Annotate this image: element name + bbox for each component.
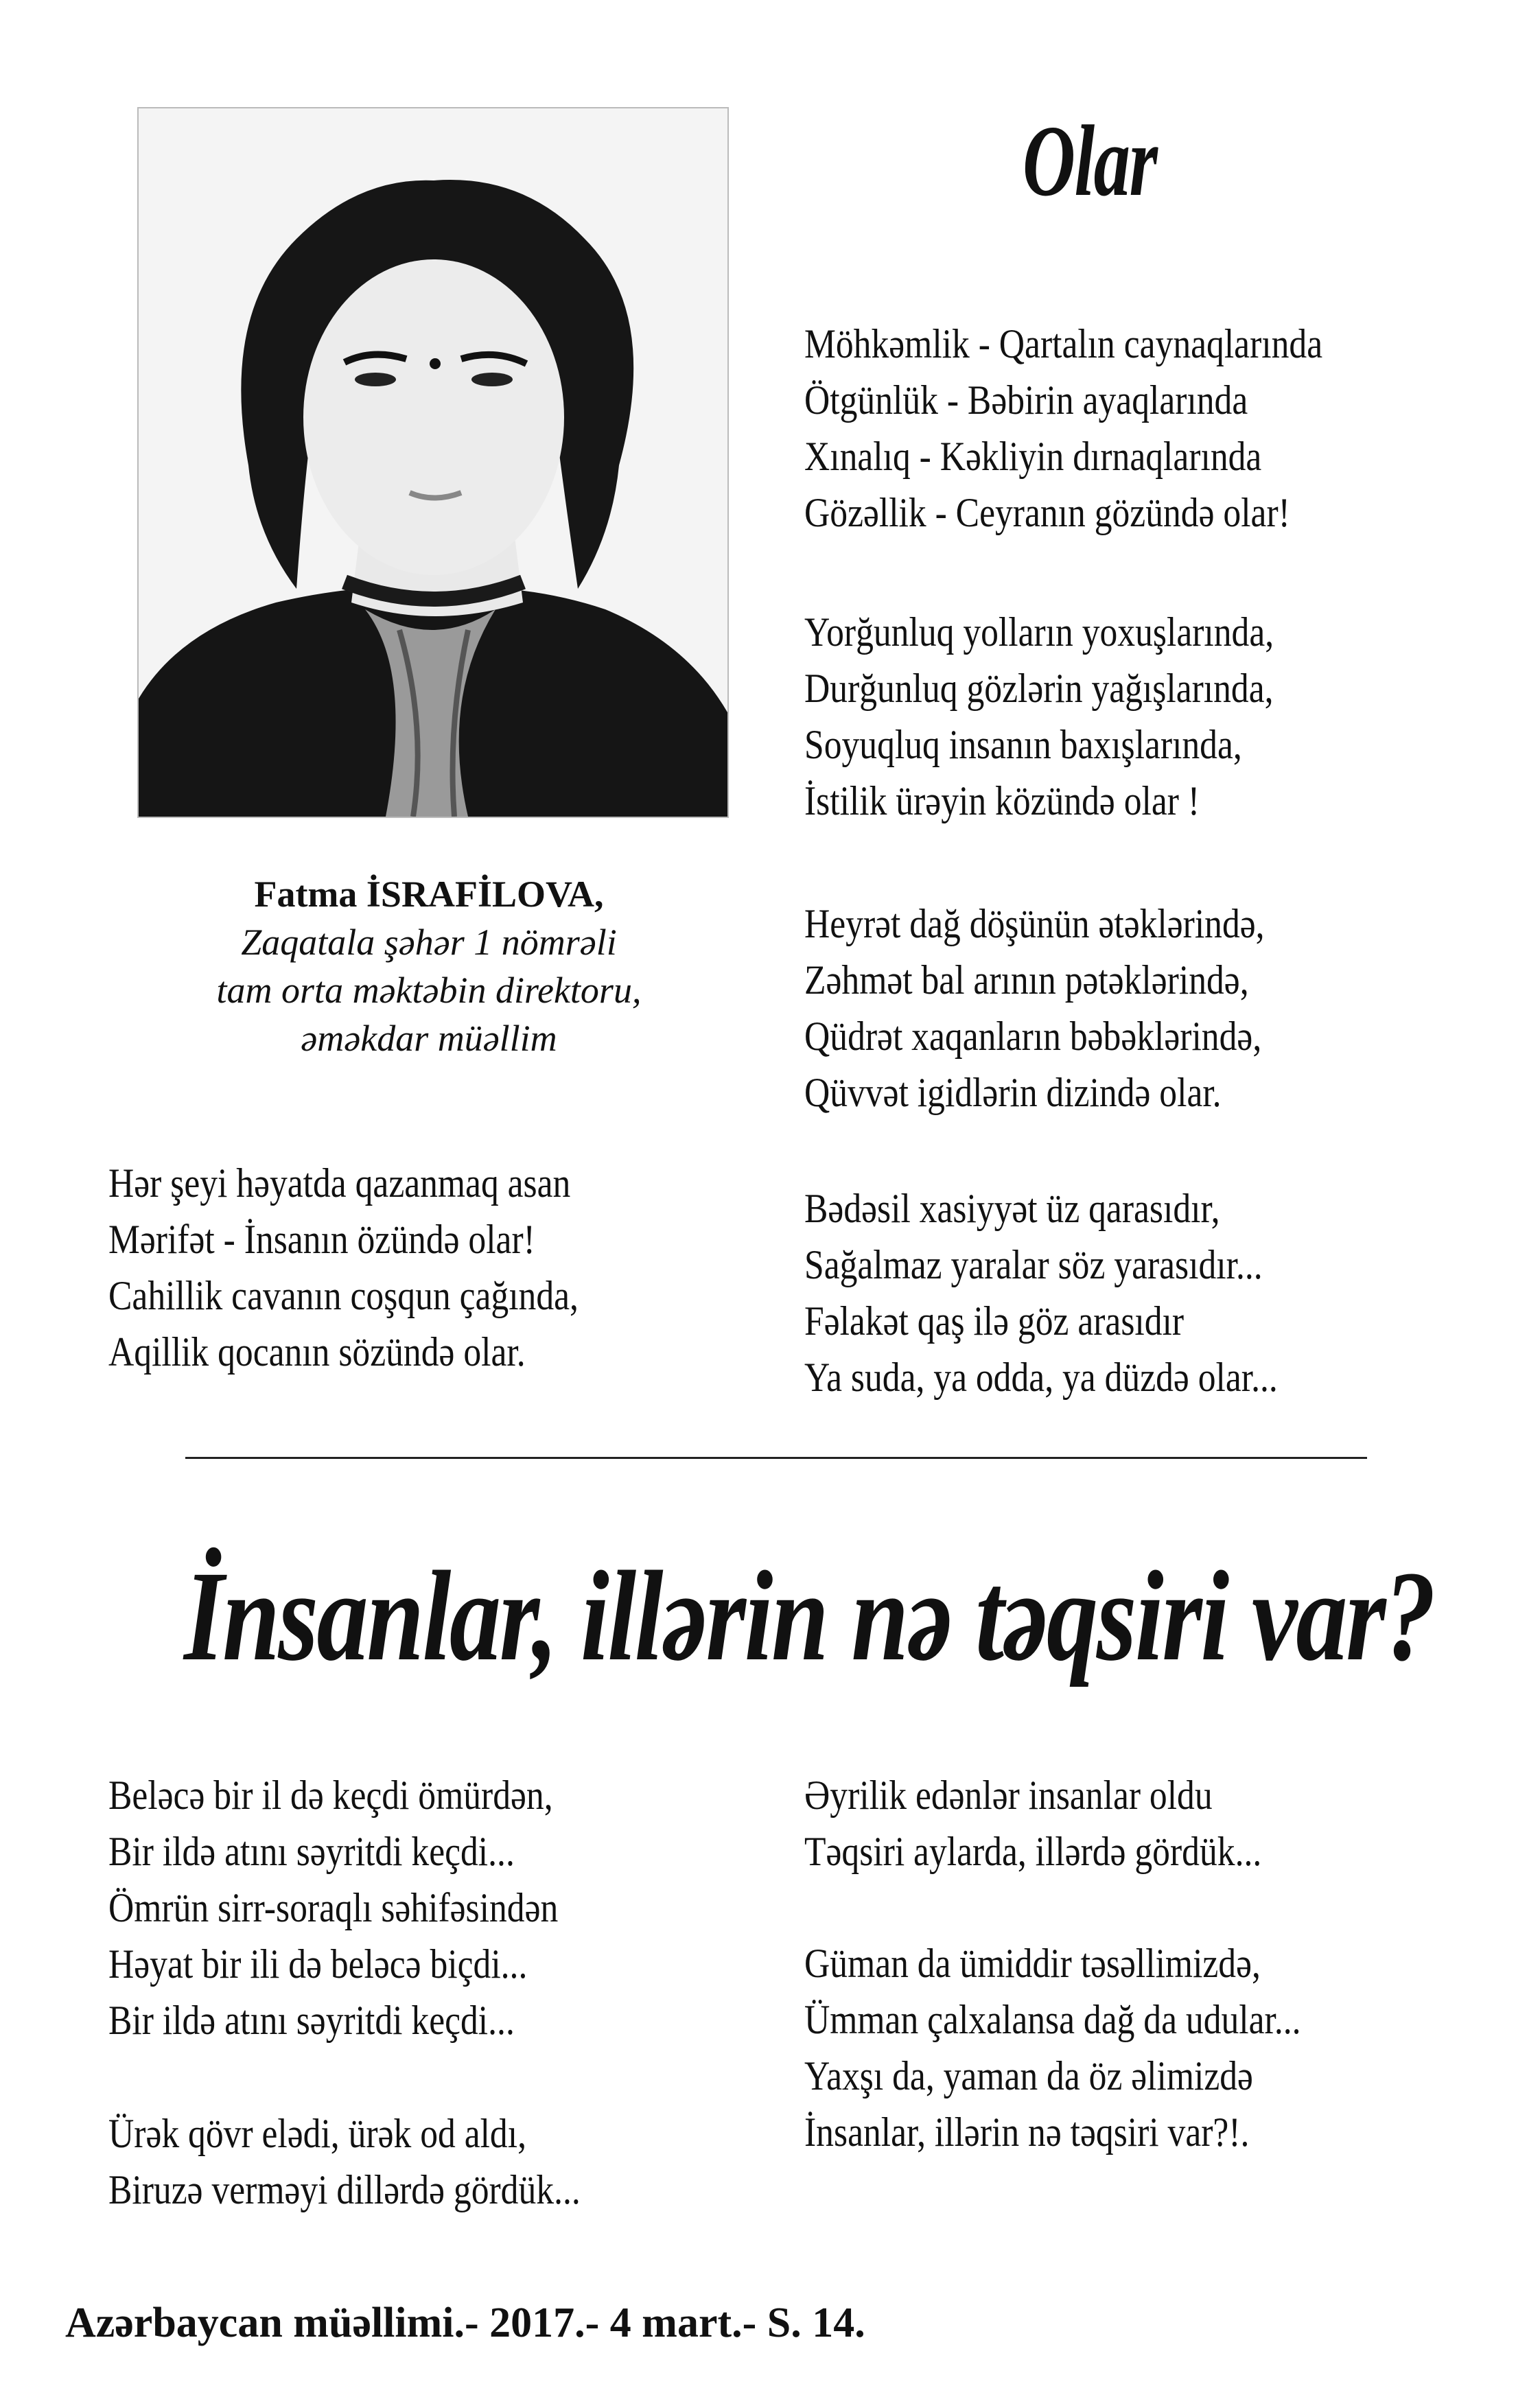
poem1-stanza-2 xyxy=(804,604,1351,829)
poem-line: Ya suda, ya odda, ya düzdə olar... xyxy=(804,1355,1278,1400)
poem-line: Aqillik qocanın sözündə olar. xyxy=(108,1329,526,1375)
poem-line: Yorğunluq yolların yoxuşlarında, xyxy=(804,609,1274,655)
poem-line: Ürək qövr elədi, ürək od aldı, xyxy=(108,2111,526,2156)
poem1-left-stanza xyxy=(108,1155,655,1380)
poem-line: Möhkəmlik - Qartalın caynaqlarında xyxy=(804,321,1323,366)
poem-line: Ümman çalxalansa dağ da udular... xyxy=(804,1997,1301,2042)
poem-line: Durğunluq gözlərin yağışlarında, xyxy=(804,666,1274,711)
poem-line: Qüdrət xaqanların bəbəklərində, xyxy=(804,1014,1262,1059)
poem1-stanza-3 xyxy=(804,896,1340,1121)
poem-line: Zəhmət bal arının pətəklərində, xyxy=(804,957,1249,1003)
section-divider xyxy=(185,1457,1367,1459)
poem2-right-stanza-2 xyxy=(804,1935,1381,2160)
poem-line: Hər şeyi həyatda qazanmaq asan xyxy=(108,1160,571,1206)
poem-line: Xınalıq - Kəkliyin dırnaqlarında xyxy=(804,434,1262,479)
author-role-line: əməkdar müəllim xyxy=(301,1018,557,1059)
author-block xyxy=(82,870,775,1062)
poem-line: Mərifət - İnsanın özündə olar! xyxy=(108,1217,535,1262)
poem-line: Fəlakət qaş ilə göz arasıdır xyxy=(804,1298,1185,1344)
poem2-left-stanza-1 xyxy=(108,1767,631,2048)
poem1-stanza-4 xyxy=(804,1180,1355,1405)
poem-line: Qüvvət igidlərin dizində olar. xyxy=(804,1070,1222,1115)
poem-line: İstilik ürəyin közündə olar ! xyxy=(804,778,1200,823)
poem-line: Sağalmaz yaralar söz yarasıdır... xyxy=(804,1242,1263,1287)
poem-line: Gözəllik - Ceyranın gözündə olar! xyxy=(804,490,1290,535)
author-role-line: Zaqatala şəhər 1 nömrəli xyxy=(241,922,617,963)
source-citation: Azərbaycan müəllimi.- 2017.- 4 mart.- S. 14. xyxy=(65,2300,865,2346)
poem2-left-stanza-2 xyxy=(108,2105,657,2218)
poem-line: Bədəsil xasiyyət üz qarasıdır, xyxy=(804,1186,1220,1231)
poem-line: Güman da ümiddir təsəllimizdə, xyxy=(804,1941,1261,1986)
poem-title-insanlar: İnsanlar, illərin nə təqsiri var? xyxy=(184,1544,1435,1687)
poem-line: Ötgünlük - Bəbirin ayaqlarında xyxy=(804,377,1248,423)
woman-portrait-icon xyxy=(139,108,727,817)
poem2-right-stanza-1 xyxy=(804,1767,1336,1880)
author-portrait-photo xyxy=(137,107,729,818)
poem-line: Əyrilik edənlər insanlar oldu xyxy=(804,1773,1213,1818)
poem-line: Heyrət dağ döşünün ətəklərində, xyxy=(804,901,1265,946)
poem-line: Bir ildə atını səyritdi keçdi... xyxy=(108,1829,515,1874)
poem-line: Cahillik cavanın coşqun çağında, xyxy=(108,1273,579,1318)
poem-line: İnsanlar, illərin nə təqsiri var?!. xyxy=(804,2109,1250,2155)
poem-line: Həyat bir ili də beləcə biçdi... xyxy=(108,1941,528,1987)
poem-line: Bir ildə atını səyritdi keçdi... xyxy=(108,1998,515,2043)
poem1-stanza-1 xyxy=(804,316,1407,541)
poem-line: Ömrün sirr-soraqlı səhifəsindən xyxy=(108,1885,559,1930)
author-role-line: tam orta məktəbin direktoru, xyxy=(216,970,642,1011)
poem-line: Soyuqluq insanın baxışlarında, xyxy=(804,722,1242,767)
poem-line: Beləcə bir il də keçdi ömürdən, xyxy=(108,1773,553,1818)
author-name: Fatma İSRAFİLOVA, xyxy=(254,874,604,915)
poem-title-olar: Olar xyxy=(1023,105,1157,218)
poem-line: Təqsiri aylarda, illərdə gördük... xyxy=(804,1829,1262,1874)
poem-line: Biruzə verməyi dillərdə gördük... xyxy=(108,2167,581,2212)
poem-line: Yaxşı da, yaman da öz əlimizdə xyxy=(804,2053,1253,2099)
